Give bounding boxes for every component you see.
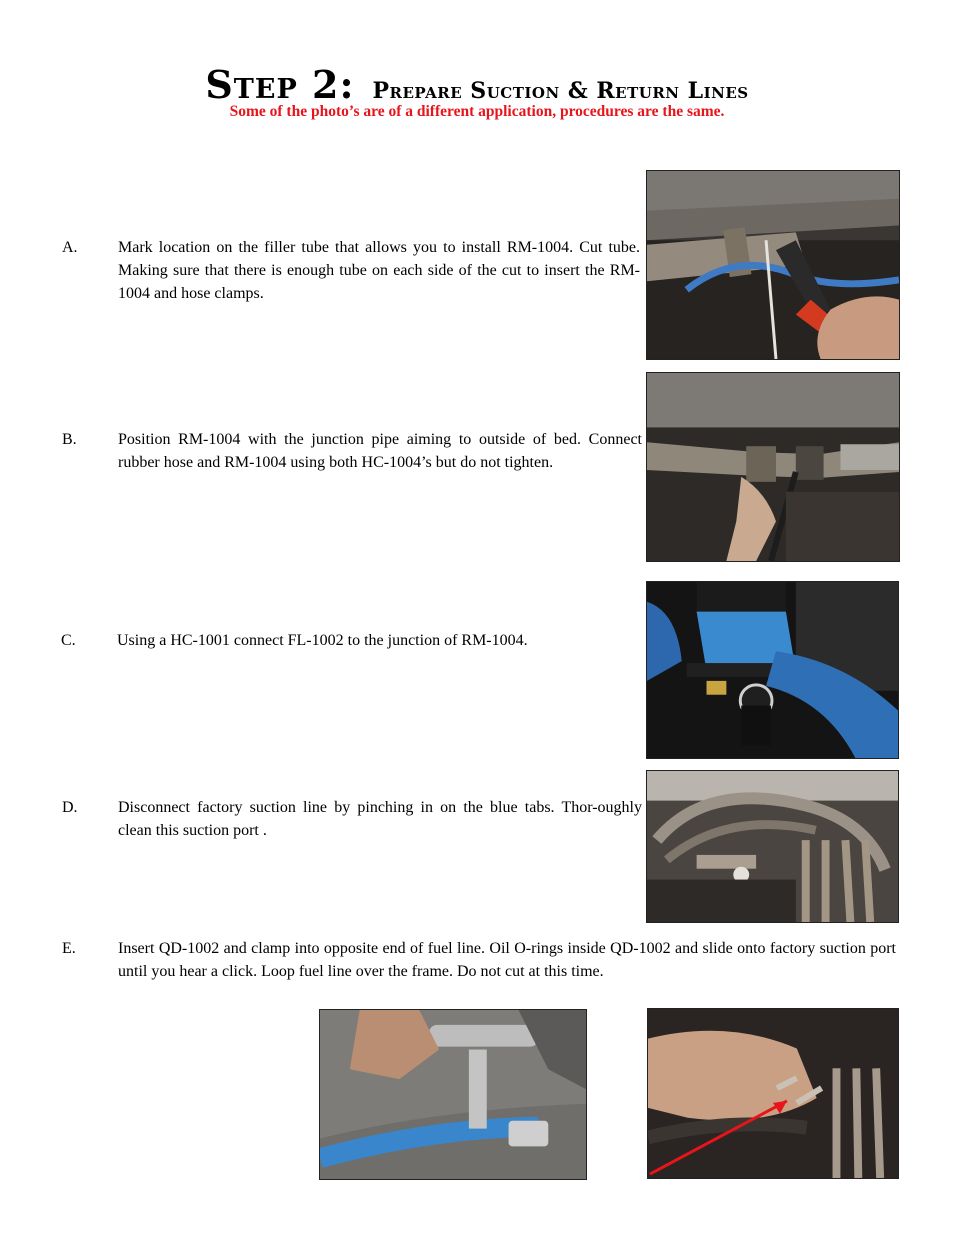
photo-connect-fl-1002: [646, 581, 899, 759]
step-letter: A.: [62, 239, 78, 256]
step-e: [62, 937, 898, 985]
step-letter: E.: [62, 940, 76, 957]
photo-factory-suction-line: [646, 770, 899, 923]
step-letter: C.: [61, 632, 76, 649]
step-title: Prepare Suction & Return Lines: [372, 78, 749, 104]
step-a: [62, 236, 642, 308]
photo-install-qd-1002: [647, 1008, 899, 1179]
step-letter: B.: [62, 431, 77, 448]
step-text: Disconnect factory suction line by pinching in on the blue tabs. Thor-oughly clean this suction port .: [118, 799, 642, 839]
photo-clamp-qd-1002: [319, 1009, 587, 1180]
page-title: [0, 62, 954, 107]
step-c: [61, 629, 641, 653]
step-text: Insert QD-1002 and clamp into opposite end of fuel line. Oil O-rings inside QD-1002 and slide onto factory suction port until you hear a click. Loop fuel line over the frame. Do not cut at this time.: [118, 940, 896, 980]
photo-cutting-filler-tube: [646, 170, 900, 360]
step-letter: D.: [62, 799, 78, 816]
step-text: Using a HC-1001 connect FL-1002 to the junction of RM-1004.: [117, 632, 528, 649]
photo-note: Some of the photo’s are of a different application, procedures are the same.: [229, 103, 725, 120]
step-b: [62, 428, 642, 500]
step-number: Step 2:: [205, 62, 355, 107]
step-d: [62, 796, 642, 844]
step-text: Mark location on the filler tube that allows you to install RM-1004. Cut tube. Making sure that there is enough tube on each side of the cut to insert the RM-1004 and hose clamps.: [118, 239, 640, 302]
photo-positioning-rm-1004: [646, 372, 900, 562]
step-text: Position RM-1004 with the junction pipe aiming to outside of bed. Connect rubber hose and RM-1004 using both HC-1004’s but do not tighten.: [118, 431, 642, 471]
